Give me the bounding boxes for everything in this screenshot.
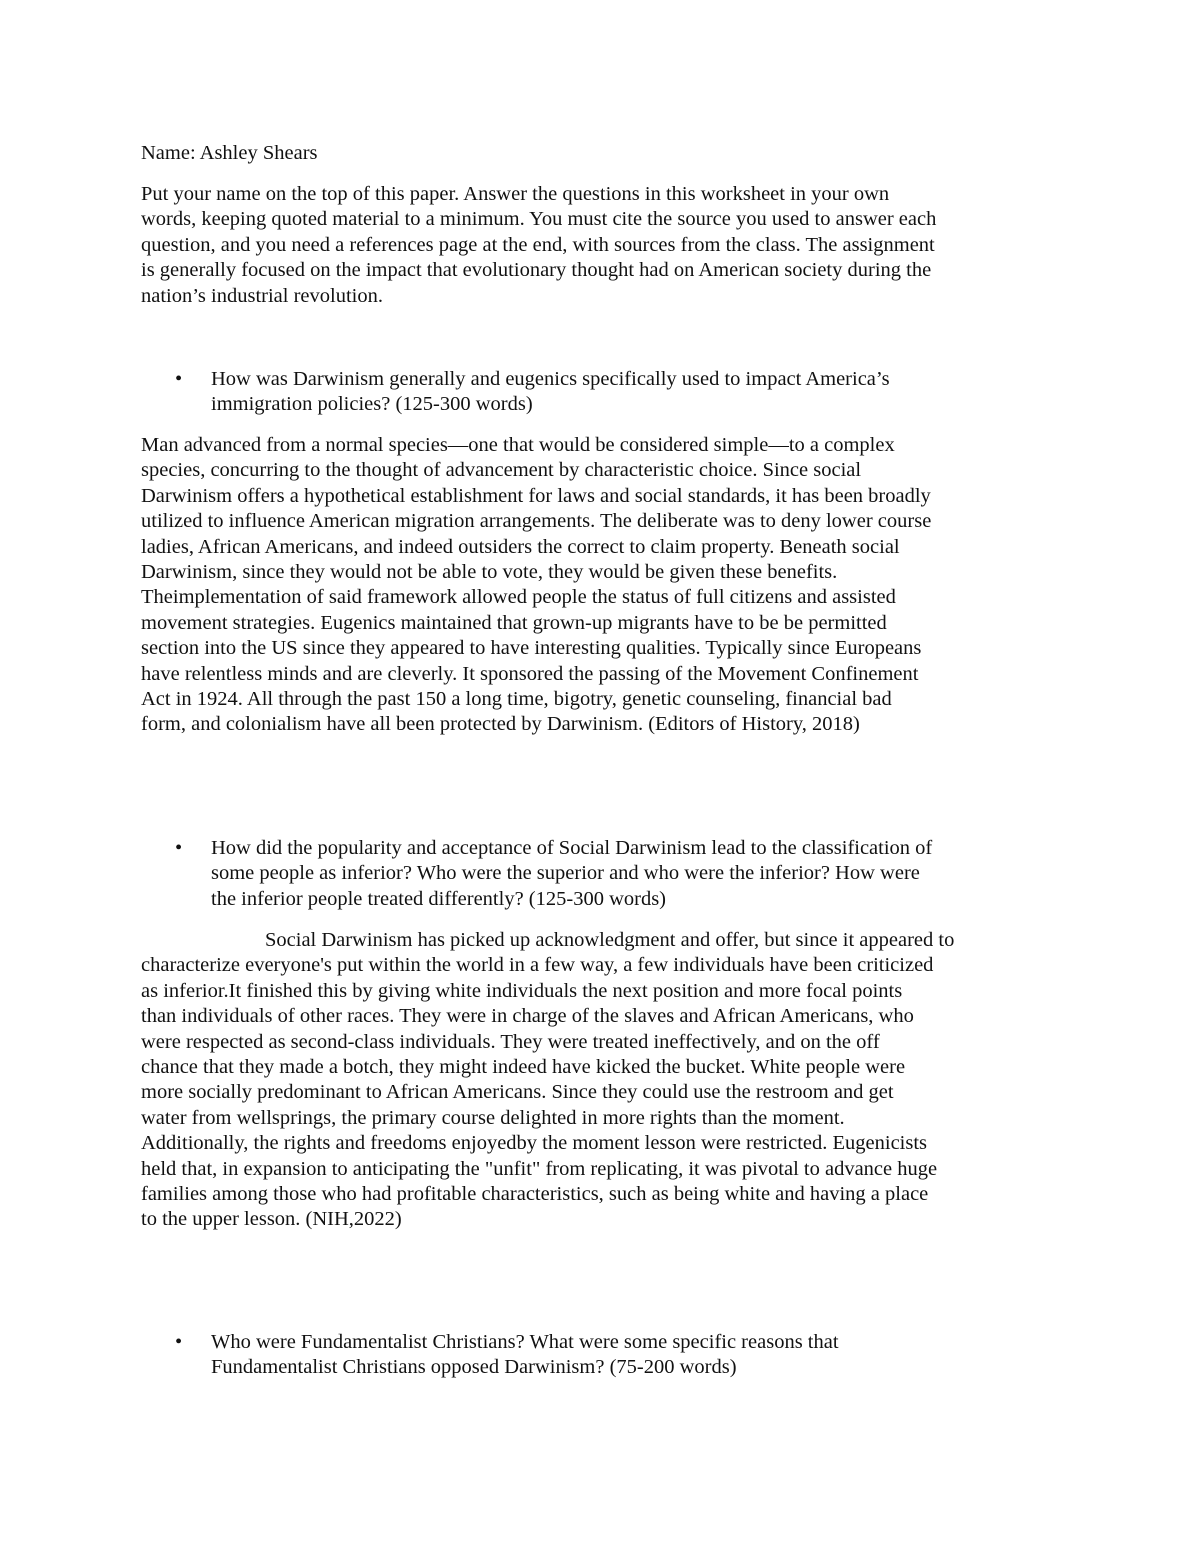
answer-2-line: characterize everyone's put within the world in a few way, a few individuals have been criticized [141, 954, 934, 977]
answer-2-line: as inferior.It finished this by giving white individuals the next position and more focal points [141, 979, 903, 1002]
answer-2-line: more socially predominant to African Americans. Since they could use the restroom and get [141, 1081, 894, 1104]
instructions-line: Put your name on the top of this paper. Answer the questions in this worksheet in your own [141, 183, 890, 205]
answer-1-paragraph [141, 433, 1061, 738]
answer-1-line: Theimplementation of said framework allowed people the status of full citizens and assisted [141, 586, 896, 609]
answer-2-paragraph [141, 928, 1061, 1233]
answer-2-line: were respected as second-class individuals. They were treated ineffectively, and on the off [141, 1030, 880, 1053]
answer-2-line: families among those who had profitable characteristics, such as being white and having a place [141, 1183, 929, 1206]
question-3-text: Who were Fundamentalist Christians? What were some specific reasons that Fundamentalist Christians opposed Darwinism? (75-200 words) [211, 1331, 839, 1379]
answer-1-line: Man advanced from a normal species—one that would be considered simple—to a complex [141, 434, 895, 456]
answer-1-line: form, and colonialism have all been protected by Darwinism. (Editors of History, 2018) [141, 713, 860, 736]
bullet-icon: • [175, 837, 183, 859]
answer-1-line: Act in 1924. All through the past 150 a long time, bigotry, genetic counseling, financial bad [141, 688, 892, 711]
answer-1-line: ladies, African Americans, and indeed outsiders the correct to claim property. Beneath social [141, 535, 900, 558]
answer-1-line: section into the US since they appeared to have interesting qualities. Typically since Europeans [141, 637, 922, 660]
question-2-text: How did the popularity and acceptance of Social Darwinism lead to the classification of some people as inferior? Who were the superior and who were the inferior? How were the inferior people treated differently? (125-300 words) [211, 837, 933, 910]
answer-1-line: Darwinism, since they would not be able to vote, they would be given these benefits. [141, 561, 838, 584]
answer-2-line: Additionally, the rights and freedoms enjoyedby the moment lesson were restricted. Eugenicists [141, 1132, 928, 1155]
answer-2-line: Social Darwinism has picked up acknowledgment and offer, but since it appeared to [265, 929, 955, 951]
answer-1-line: have relentless minds and are cleverly. It sponsored the passing of the Movement Confinement [141, 662, 919, 685]
answer-2-line: than individuals of other races. They were in charge of the slaves and African Americans, who [141, 1005, 914, 1028]
instructions-line: nation’s industrial revolution. [141, 284, 383, 307]
answer-1-line: Darwinism offers a hypothetical establishment for laws and social standards, it has been broadly [141, 484, 931, 507]
instructions-line: words, keeping quoted material to a minimum. You must cite the source you used to answer each [141, 208, 937, 231]
instructions-paragraph [141, 182, 1061, 309]
answer-2-line: to the upper lesson. (NIH,2022) [141, 1208, 402, 1231]
answer-1-line: movement strategies. Eugenics maintained that grown-up migrants have to be be permitted [141, 611, 887, 634]
answer-1-line: utilized to influence American migration arrangements. The deliberate was to deny lower course [141, 510, 932, 533]
question-1-text: How was Darwinism generally and eugenics specifically used to impact America’s immigration policies? (125-300 words) [211, 368, 890, 416]
instructions-line: is generally focused on the impact that evolutionary thought had on American society during the [141, 259, 932, 282]
answer-2-line: held that, in expansion to anticipating the "unfit" from replicating, it was pivotal to advance huge [141, 1157, 938, 1180]
name-line: Name: Ashley Shears [141, 142, 318, 164]
answer-2-line: chance that they made a botch, they might indeed have kicked the bucket. White people were [141, 1056, 906, 1079]
bullet-icon: • [175, 368, 183, 390]
bullet-icon: • [175, 1331, 183, 1353]
answer-2-line: water from wellsprings, the primary course delighted in more rights than the moment. [141, 1106, 845, 1129]
answer-1-line: species, concurring to the thought of advancement by characteristic choice. Since social [141, 459, 862, 482]
instructions-line: question, and you need a references page at the end, with sources from the class. The assignment [141, 233, 935, 256]
